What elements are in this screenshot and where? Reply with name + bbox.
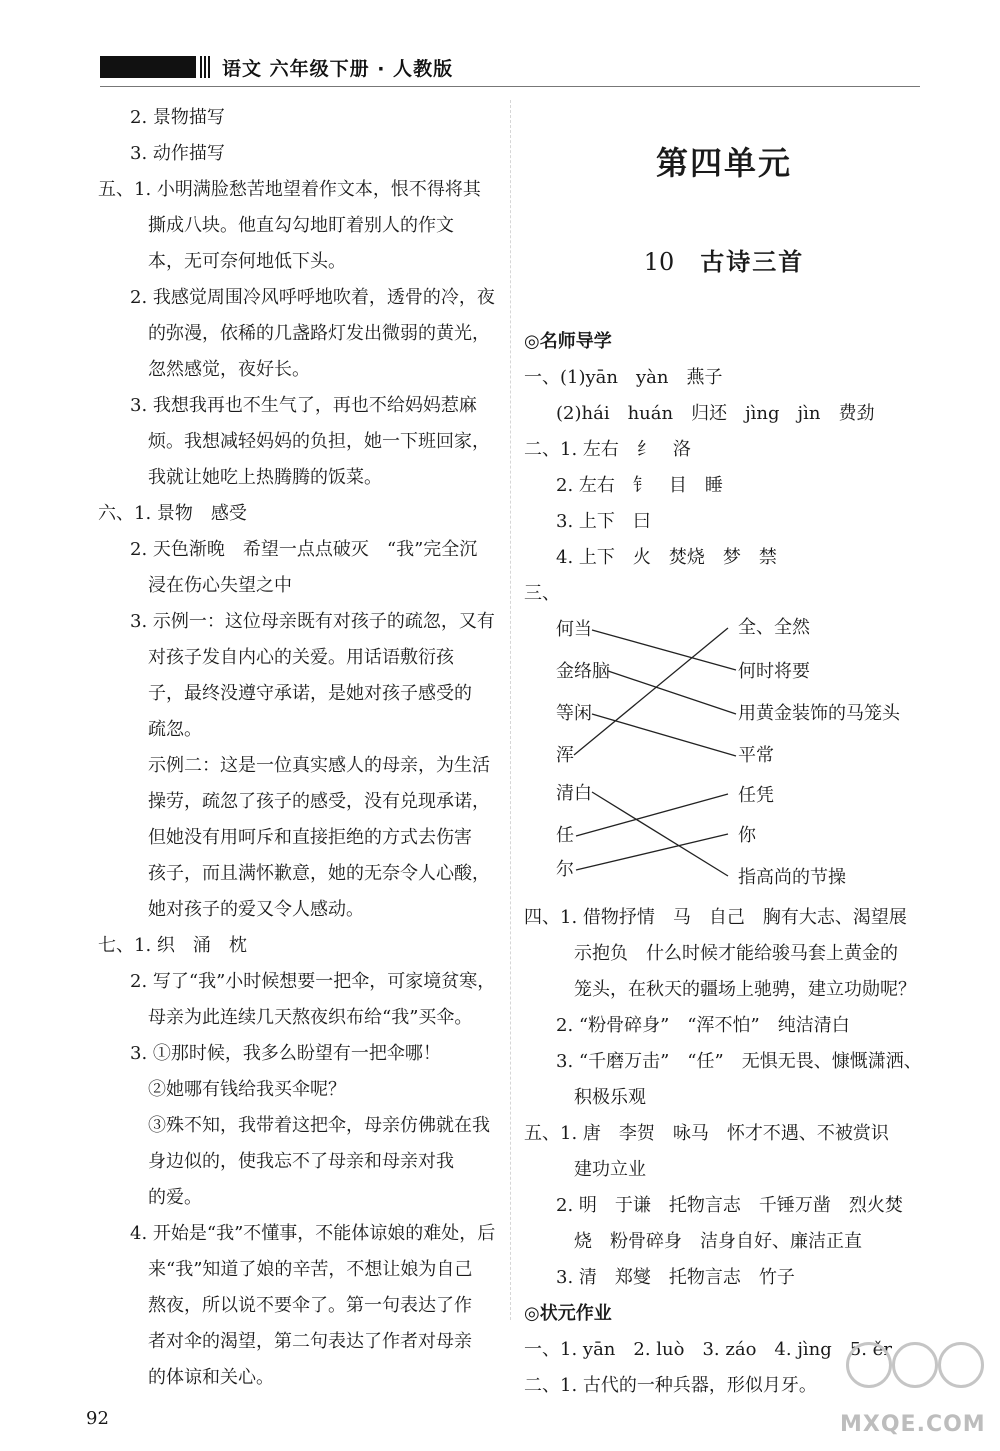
answer-line: 2. 景物描写: [130, 107, 225, 128]
answer-line: 撕成八块。他直勾勾地盯着别人的作文: [148, 215, 454, 236]
answer-line: 3. ①那时候，我多么盼望有一把伞哪！: [130, 1043, 441, 1064]
match-left-term: 清白: [556, 783, 592, 804]
section-heading: ◎状元作业: [524, 1303, 612, 1324]
page-number: 92: [86, 1408, 109, 1429]
match-line: [592, 714, 736, 756]
answer-line: 3. 我想我再也不生气了，再也不给妈妈惹麻: [130, 395, 477, 416]
answer-line: 的弥漫，依稀的几盏路灯发出微弱的黄光，: [148, 323, 490, 344]
answer-line: 3. 清 郑燮 托物言志 竹子: [556, 1267, 795, 1288]
watermark-circle: [846, 1342, 892, 1388]
answer-line: 示例二：这是一位真实感人的母亲，为生活: [148, 755, 490, 776]
match-line: [608, 671, 736, 714]
answer-line: 积极乐观: [574, 1087, 646, 1108]
header-tick-marks: [200, 56, 212, 78]
match-line: [576, 834, 728, 870]
match-line: [592, 630, 736, 670]
match-left-term: 任: [556, 825, 574, 846]
answer-line: 2. 明 于谦 托物言志 千锤万凿 烈火焚: [556, 1195, 903, 1216]
lesson-name: 古诗三首: [700, 248, 805, 276]
watermark-circle: [892, 1342, 938, 1388]
answer-line: 2. 左右 钅 目 睡: [556, 475, 723, 496]
watermark-text: MXQE.COM: [840, 1412, 986, 1437]
answer-line: 的体谅和关心。: [148, 1367, 274, 1388]
answer-line: 2. 我感觉周围冷风呼呼地吹着，透骨的冷，夜: [130, 287, 495, 308]
match-right-meaning: 平常: [738, 745, 774, 766]
answer-line: 母亲为此连续几天熬夜织布给“我”买伞。: [148, 1007, 473, 1028]
header-rule: [100, 86, 920, 87]
match-right-meaning: 全、全然: [738, 617, 810, 638]
answer-line: 对孩子发自内心的关爱。用话语敷衍孩: [148, 647, 454, 668]
answer-line: 一、1. yān 2. luò 3. záo 4. jìng 5. ěr: [524, 1339, 892, 1360]
answer-line: 浸在伤心失望之中: [148, 575, 292, 596]
match-left-term: 金络脑: [556, 661, 610, 682]
answer-line: 的爱。: [148, 1187, 202, 1208]
answer-line: 我就让她吃上热腾腾的饭菜。: [148, 467, 382, 488]
watermark-circle: [938, 1342, 984, 1388]
answer-line: 2. “粉骨碎身” “浑不怕” 纯洁清白: [556, 1015, 850, 1036]
answer-line: 五、1. 小明满脸愁苦地望着作文本，恨不得将其: [98, 179, 481, 200]
answer-line: 建功立业: [574, 1159, 646, 1180]
answer-line: 2. 写了“我”小时候想要一把伞，可家境贫寒，: [130, 971, 496, 992]
match-left-term: 等闲: [556, 703, 592, 724]
header-black-bar: [100, 56, 196, 78]
answer-line: 孩子，而且满怀歉意，她的无奈令人心酸，: [148, 863, 490, 884]
answer-line: 者对伞的渴望，第二句表达了作者对母亲: [148, 1331, 472, 1352]
answer-line: (2)hái huán 归还 jìng jìn 费劲: [556, 403, 875, 424]
watermark-logo: [830, 1338, 990, 1438]
matching-lines: [524, 612, 924, 900]
match-right-meaning: 何时将要: [738, 661, 810, 682]
answer-line: 七、1. 织 涌 枕: [98, 935, 247, 956]
answer-line: 二、1. 古代的一种兵器，形似月牙。: [524, 1375, 817, 1396]
match-right-meaning: 用黄金装饰的马笼头: [738, 703, 900, 724]
lesson-number: 10: [643, 248, 675, 276]
answer-line: 3. 上下 曰: [556, 511, 651, 532]
answer-line: 疏忽。: [148, 719, 202, 740]
answer-line: 六、1. 景物 感受: [98, 503, 247, 524]
answer-line: 烧 粉骨碎身 洁身自好、廉洁正直: [574, 1231, 862, 1252]
match-left-term: 浑: [556, 745, 574, 766]
answer-line: 二、1. 左右 纟 洛: [524, 439, 691, 460]
answer-line: 操劳，疏忽了孩子的感受，没有兑现承诺，: [148, 791, 490, 812]
answer-line: 四、1. 借物抒情 马 自己 胸有大志、渴望展: [524, 907, 907, 928]
answer-line: 来“我”知道了娘的辛苦，不想让娘为自己: [148, 1259, 473, 1280]
match-line: [592, 792, 728, 876]
answer-line: 忽然感觉，夜好长。: [148, 359, 310, 380]
match-right-meaning: 指高尚的节操: [738, 867, 846, 888]
answer-line: ③殊不知，我带着这把伞，母亲仿佛就在我: [148, 1115, 490, 1136]
lesson-title: [524, 242, 924, 292]
answer-line: 一、(1)yān yàn 燕子: [524, 367, 723, 388]
answer-line: 笼头，在秋天的疆场上驰骋，建立功勋呢？: [574, 979, 916, 1000]
right-column: [524, 100, 924, 1404]
answer-line: 4. 开始是“我”不懂事，不能体谅娘的难处，后: [130, 1223, 496, 1244]
answer-line: 3. “千磨万击” “任” 无惧无畏、慷慨潇洒、: [556, 1051, 922, 1072]
answer-line: 她对孩子的爱又令人感动。: [148, 899, 364, 920]
header-title: 语文 六年级下册 · 人教版: [222, 58, 454, 80]
unit-title: 第四单元: [655, 144, 792, 182]
column-divider: [510, 100, 511, 1320]
section-heading: ◎名师导学: [524, 331, 612, 352]
answer-line: 烦。我想减轻妈妈的负担，她一下班回家，: [148, 431, 490, 452]
match-right-meaning: 你: [738, 825, 756, 846]
match-left-term: 何当: [556, 619, 592, 640]
answer-line: 熬夜，所以说不要伞了。第一句表达了作: [148, 1295, 472, 1316]
answer-line: 2. 天色渐晚 希望一点点破灭 “我”完全沉: [130, 539, 478, 560]
match-right-meaning: 任凭: [738, 785, 774, 806]
answer-line: 示抱负 什么时候才能给骏马套上黄金的: [574, 943, 898, 964]
answer-line: 身边似的，使我忘不了母亲和母亲对我: [148, 1151, 454, 1172]
answer-line: 3. 示例一：这位母亲既有对孩子的疏忽，又有: [130, 611, 495, 632]
answer-line: ②她哪有钱给我买伞呢？: [148, 1079, 346, 1100]
answer-line: 子，最终没遵守承诺，是她对孩子感受的: [148, 683, 472, 704]
answer-line: 五、1. 唐 李贺 咏马 怀才不遇、不被赏识: [524, 1123, 889, 1144]
match-left-term: 尔: [556, 859, 574, 880]
left-column: [98, 100, 498, 1396]
matching-exercise: [524, 612, 924, 900]
answer-line: 3. 动作描写: [130, 143, 225, 164]
answer-line: 本，无可奈何地低下头。: [148, 251, 346, 272]
answer-line: 但她没有用呵斥和直接拒绝的方式去伤害: [148, 827, 472, 848]
answer-line: 三、: [524, 583, 560, 604]
answer-line: 4. 上下 火 焚烧 梦 禁: [556, 547, 777, 568]
